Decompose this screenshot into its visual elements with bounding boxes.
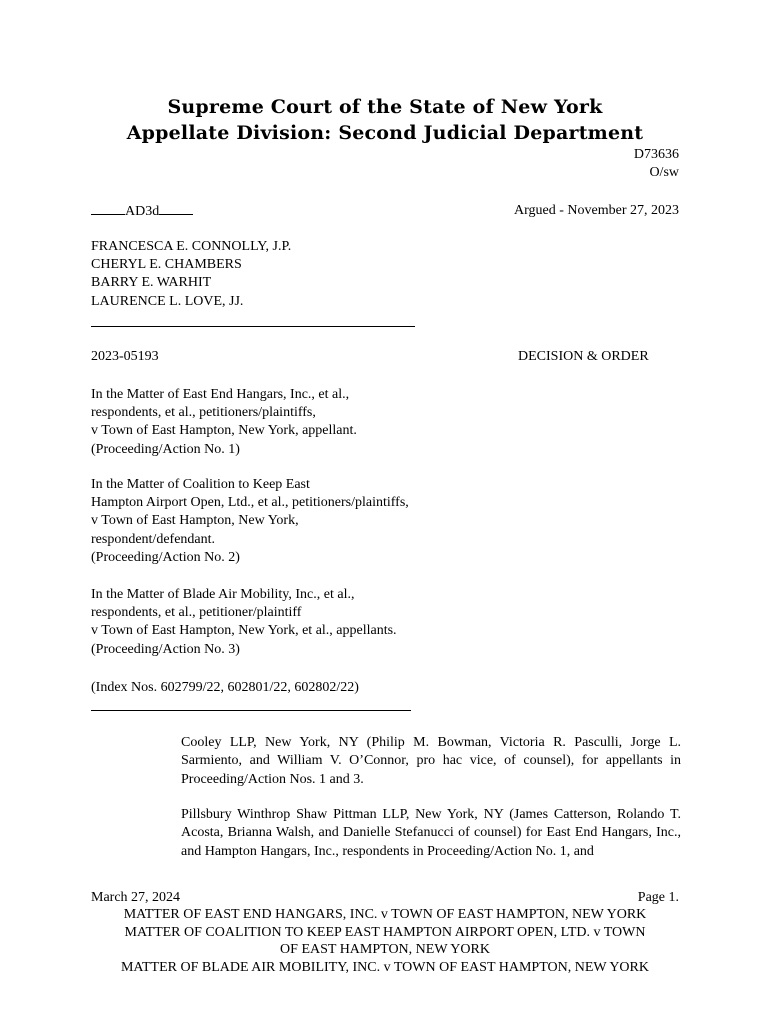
matter-block-1 [91, 386, 357, 459]
matter-line: (Proceeding/Action No. 3) [91, 641, 240, 657]
docket-initials: O/sw [649, 165, 679, 180]
docket-code: D73636 [633, 147, 679, 162]
footer-case-titles [0, 906, 770, 976]
justice-name: CHERYL E. CHAMBERS [91, 257, 242, 273]
matter-line: Hampton Airport Open, Ltd., et al., petitioners/plaintiffs, [91, 495, 409, 511]
case-number: 2023-05193 [91, 349, 159, 364]
citation-volume-blank [91, 202, 125, 215]
footer-date: March 27, 2024 [91, 890, 181, 905]
justice-name: BARRY E. WARHIT [91, 275, 212, 291]
matter-line: In the Matter of East End Hangars, Inc., et al., [91, 387, 350, 402]
matter-line: v Town of East Hampton, New York, appellant. [91, 423, 357, 439]
citation-placeholder [91, 202, 193, 221]
footer-case-title: MATTER OF BLADE AIR MOBILITY, INC. v TOWN OF EAST HAMPTON, NEW YORK [120, 959, 649, 975]
court-name: Supreme Court of the State of New York [167, 96, 603, 118]
footer-case-title: MATTER OF EAST END HANGARS, INC. v TOWN OF EAST HAMPTON, NEW YORK [123, 907, 647, 922]
decision-label: DECISION & ORDER [518, 349, 649, 364]
divider [91, 326, 415, 327]
justice-name: FRANCESCA E. CONNOLLY, J.P. [91, 239, 292, 254]
matter-line: v Town of East Hampton, New York, [91, 513, 299, 529]
matter-line: v Town of East Hampton, New York, et al., appellants. [91, 623, 397, 639]
matter-line: In the Matter of Coalition to Keep East [91, 477, 310, 492]
footer-case-title: MATTER OF COALITION TO KEEP EAST HAMPTON AIRPORT OPEN, LTD. v TOWN [124, 924, 646, 940]
matter-line: respondents, et al., petitioners/plaintiffs, [91, 405, 316, 421]
matter-block-3 [91, 586, 397, 659]
citation-page-blank [159, 202, 193, 215]
matter-line: In the Matter of Blade Air Mobility, Inc., et al., [91, 587, 355, 602]
matter-line: respondent/defendant. [91, 531, 216, 547]
matter-line: respondents, et al., petitioner/plaintiff [91, 605, 302, 621]
divider [91, 710, 411, 711]
index-numbers: (Index Nos. 602799/22, 602801/22, 602802/22) [91, 680, 359, 695]
counsel-paragraph: Pillsbury Winthrop Shaw Pittman LLP, New York, NY (James Catterson, Rolando T. Acosta, Brianna Walsh, and Danielle Stefanucci of counsel) for East End Hangars, Inc., and Hampton Hangars, Inc., respondents in Proceeding/Action No. 1, and [181, 807, 681, 859]
argued-date: Argued - November 27, 2023 [514, 203, 679, 218]
matter-line: (Proceeding/Action No. 2) [91, 549, 240, 565]
page-number: Page 1. [637, 890, 679, 905]
citation-label: AD3d [125, 204, 160, 219]
matter-line: (Proceeding/Action No. 1) [91, 441, 240, 457]
matter-block-2 [91, 476, 409, 567]
footer-case-title: OF EAST HAMPTON, NEW YORK [280, 942, 490, 957]
court-division: Appellate Division: Second Judicial Department [126, 122, 644, 144]
counsel-paragraph: Cooley LLP, New York, NY (Philip M. Bowman, Victoria R. Pasculli, Jorge L. Sarmiento, and William V. O’Connor, pro hac vice, of counsel), for appellants in Proceeding/Action Nos. 1 and 3. [181, 735, 681, 787]
justices-list [91, 238, 291, 311]
justice-name: LAURENCE L. LOVE, JJ. [91, 293, 244, 309]
